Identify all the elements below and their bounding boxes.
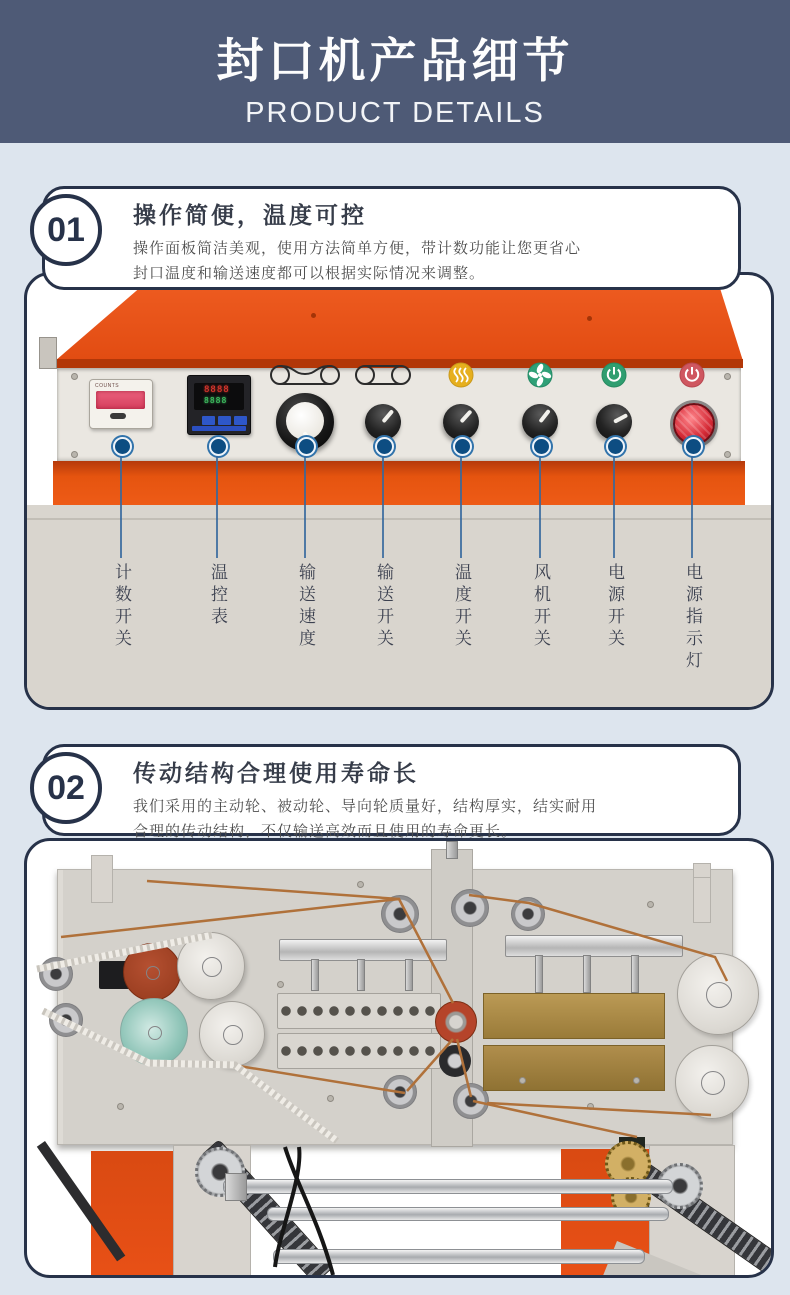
- drive-wheel-red: [123, 943, 181, 1001]
- plate-screw: [587, 1103, 594, 1110]
- callout-dot: [606, 437, 625, 456]
- callout-label-conveyor-switch: 输送开关: [374, 563, 393, 651]
- plate-screw: [647, 901, 654, 908]
- leg-panel-orange: [91, 1151, 177, 1275]
- clamp-bar: [279, 939, 447, 961]
- callout-line: [120, 456, 122, 558]
- section-2-text-card: [42, 744, 741, 840]
- base-seam: [27, 518, 771, 520]
- roller-shaft: [267, 1207, 669, 1221]
- callout-dot: [532, 437, 551, 456]
- conveyor-speed-icon: [271, 366, 339, 384]
- brass-sealing-block: [483, 1045, 665, 1091]
- edge-roller-bearing: [49, 1003, 83, 1037]
- plate-screw: [117, 1103, 124, 1110]
- roller-shaft: [273, 1249, 645, 1264]
- section-2-body-line-1: 我们采用的主动轮、被动轮、导向轮质量好，结构厚实，结实耐用: [133, 798, 598, 815]
- brass-bolt: [519, 1077, 526, 1084]
- callout-label-fan-switch: 风机开关: [531, 563, 550, 651]
- roller-shaft: [223, 1179, 673, 1194]
- callout-line: [691, 456, 693, 558]
- plate-screw: [327, 1095, 334, 1102]
- callout-dot: [209, 437, 228, 456]
- pulley-disc: [677, 953, 759, 1035]
- callout-label-temp-switch: 温度开关: [452, 563, 471, 651]
- guide-bearing: [511, 897, 545, 931]
- perforated-plate: [277, 993, 441, 1029]
- section-2-title: 传动结构合理使用寿命长: [133, 760, 419, 786]
- section-1-text-card: [42, 186, 741, 290]
- callout-label-counter: 计数开关: [112, 563, 131, 651]
- section-1-title: 操作简便，温度可控: [133, 202, 367, 228]
- callout-dot: [297, 437, 316, 456]
- page-subtitle: PRODUCT DETAILS: [245, 97, 545, 129]
- section-1-body-line-1: 操作面板简洁美观，使用方法简单方便，带计数功能让您更省心: [133, 240, 582, 257]
- clamp-stud: [583, 955, 591, 993]
- control-panel-photo-card: [24, 272, 774, 710]
- brass-bolt: [633, 1077, 640, 1084]
- section-1-body-line-2: 封口温度和输送速度都可以根据实际情况来调整。: [133, 265, 486, 282]
- edge-bracket: [693, 877, 711, 923]
- perforated-plate: [277, 1033, 441, 1069]
- brass-sealing-block: [483, 993, 665, 1039]
- tension-ring-red: [435, 1001, 477, 1043]
- callout-label-power-switch: 电源开关: [605, 563, 624, 651]
- pulley-disc: [675, 1045, 749, 1119]
- guide-bearing: [383, 1075, 417, 1109]
- conveyor-roller-icon: [356, 366, 410, 384]
- pulley-disc: [177, 932, 245, 1000]
- callout-dot: [375, 437, 394, 456]
- callout-label-power-indicator: 电源指示灯: [683, 563, 702, 673]
- section-2-body-line-2: 合理的传动结构，不仅输送高效而且使用的寿命更长。: [133, 823, 518, 840]
- plate-screw: [357, 881, 364, 888]
- section-1-number-badge: 01: [30, 194, 102, 266]
- edge-roller-bearing: [39, 957, 73, 991]
- callout-label-conveyor-speed: 输送速度: [296, 563, 315, 651]
- callout-line: [382, 456, 384, 558]
- shaft-collar: [225, 1173, 247, 1201]
- page-title: 封口机产品细节: [216, 34, 574, 87]
- callout-line: [216, 456, 218, 558]
- clamp-bar: [505, 935, 683, 957]
- callout-line: [539, 456, 541, 558]
- guide-bearing: [381, 895, 419, 933]
- section-2-number-badge: 02: [30, 752, 102, 824]
- guide-bearing: [451, 889, 489, 927]
- clamp-stud: [311, 959, 319, 991]
- power-indicator-icon: [680, 363, 704, 387]
- temp-display-top: 8888: [204, 385, 230, 395]
- counter-brand-text: COUNTS: [95, 383, 120, 389]
- heat-icon: [449, 363, 473, 387]
- clamp-stud: [631, 955, 639, 993]
- pulley-disc-teal: [120, 998, 188, 1066]
- clamp-stud: [357, 959, 365, 991]
- callout-line: [613, 456, 615, 558]
- callout-dot: [453, 437, 472, 456]
- clamp-stud: [535, 955, 543, 993]
- callout-dot: [113, 437, 132, 456]
- drive-structure-photo-card: [24, 838, 774, 1278]
- callout-line: [304, 456, 306, 558]
- tension-ring-dark: [439, 1045, 471, 1077]
- machine-base: [27, 505, 771, 707]
- temp-display-bottom: 8888: [204, 396, 228, 405]
- fan-icon: [528, 363, 552, 387]
- panel-icons: [27, 275, 771, 505]
- plate-screw: [277, 981, 284, 988]
- callout-dot: [684, 437, 703, 456]
- clamp-stud: [405, 959, 413, 991]
- callout-line: [460, 456, 462, 558]
- header-banner: [0, 0, 790, 143]
- top-bracket: [91, 855, 113, 903]
- power-switch-icon: [602, 363, 626, 387]
- pulley-disc: [199, 1001, 265, 1067]
- callout-label-temp-controller: 温控表: [208, 563, 227, 629]
